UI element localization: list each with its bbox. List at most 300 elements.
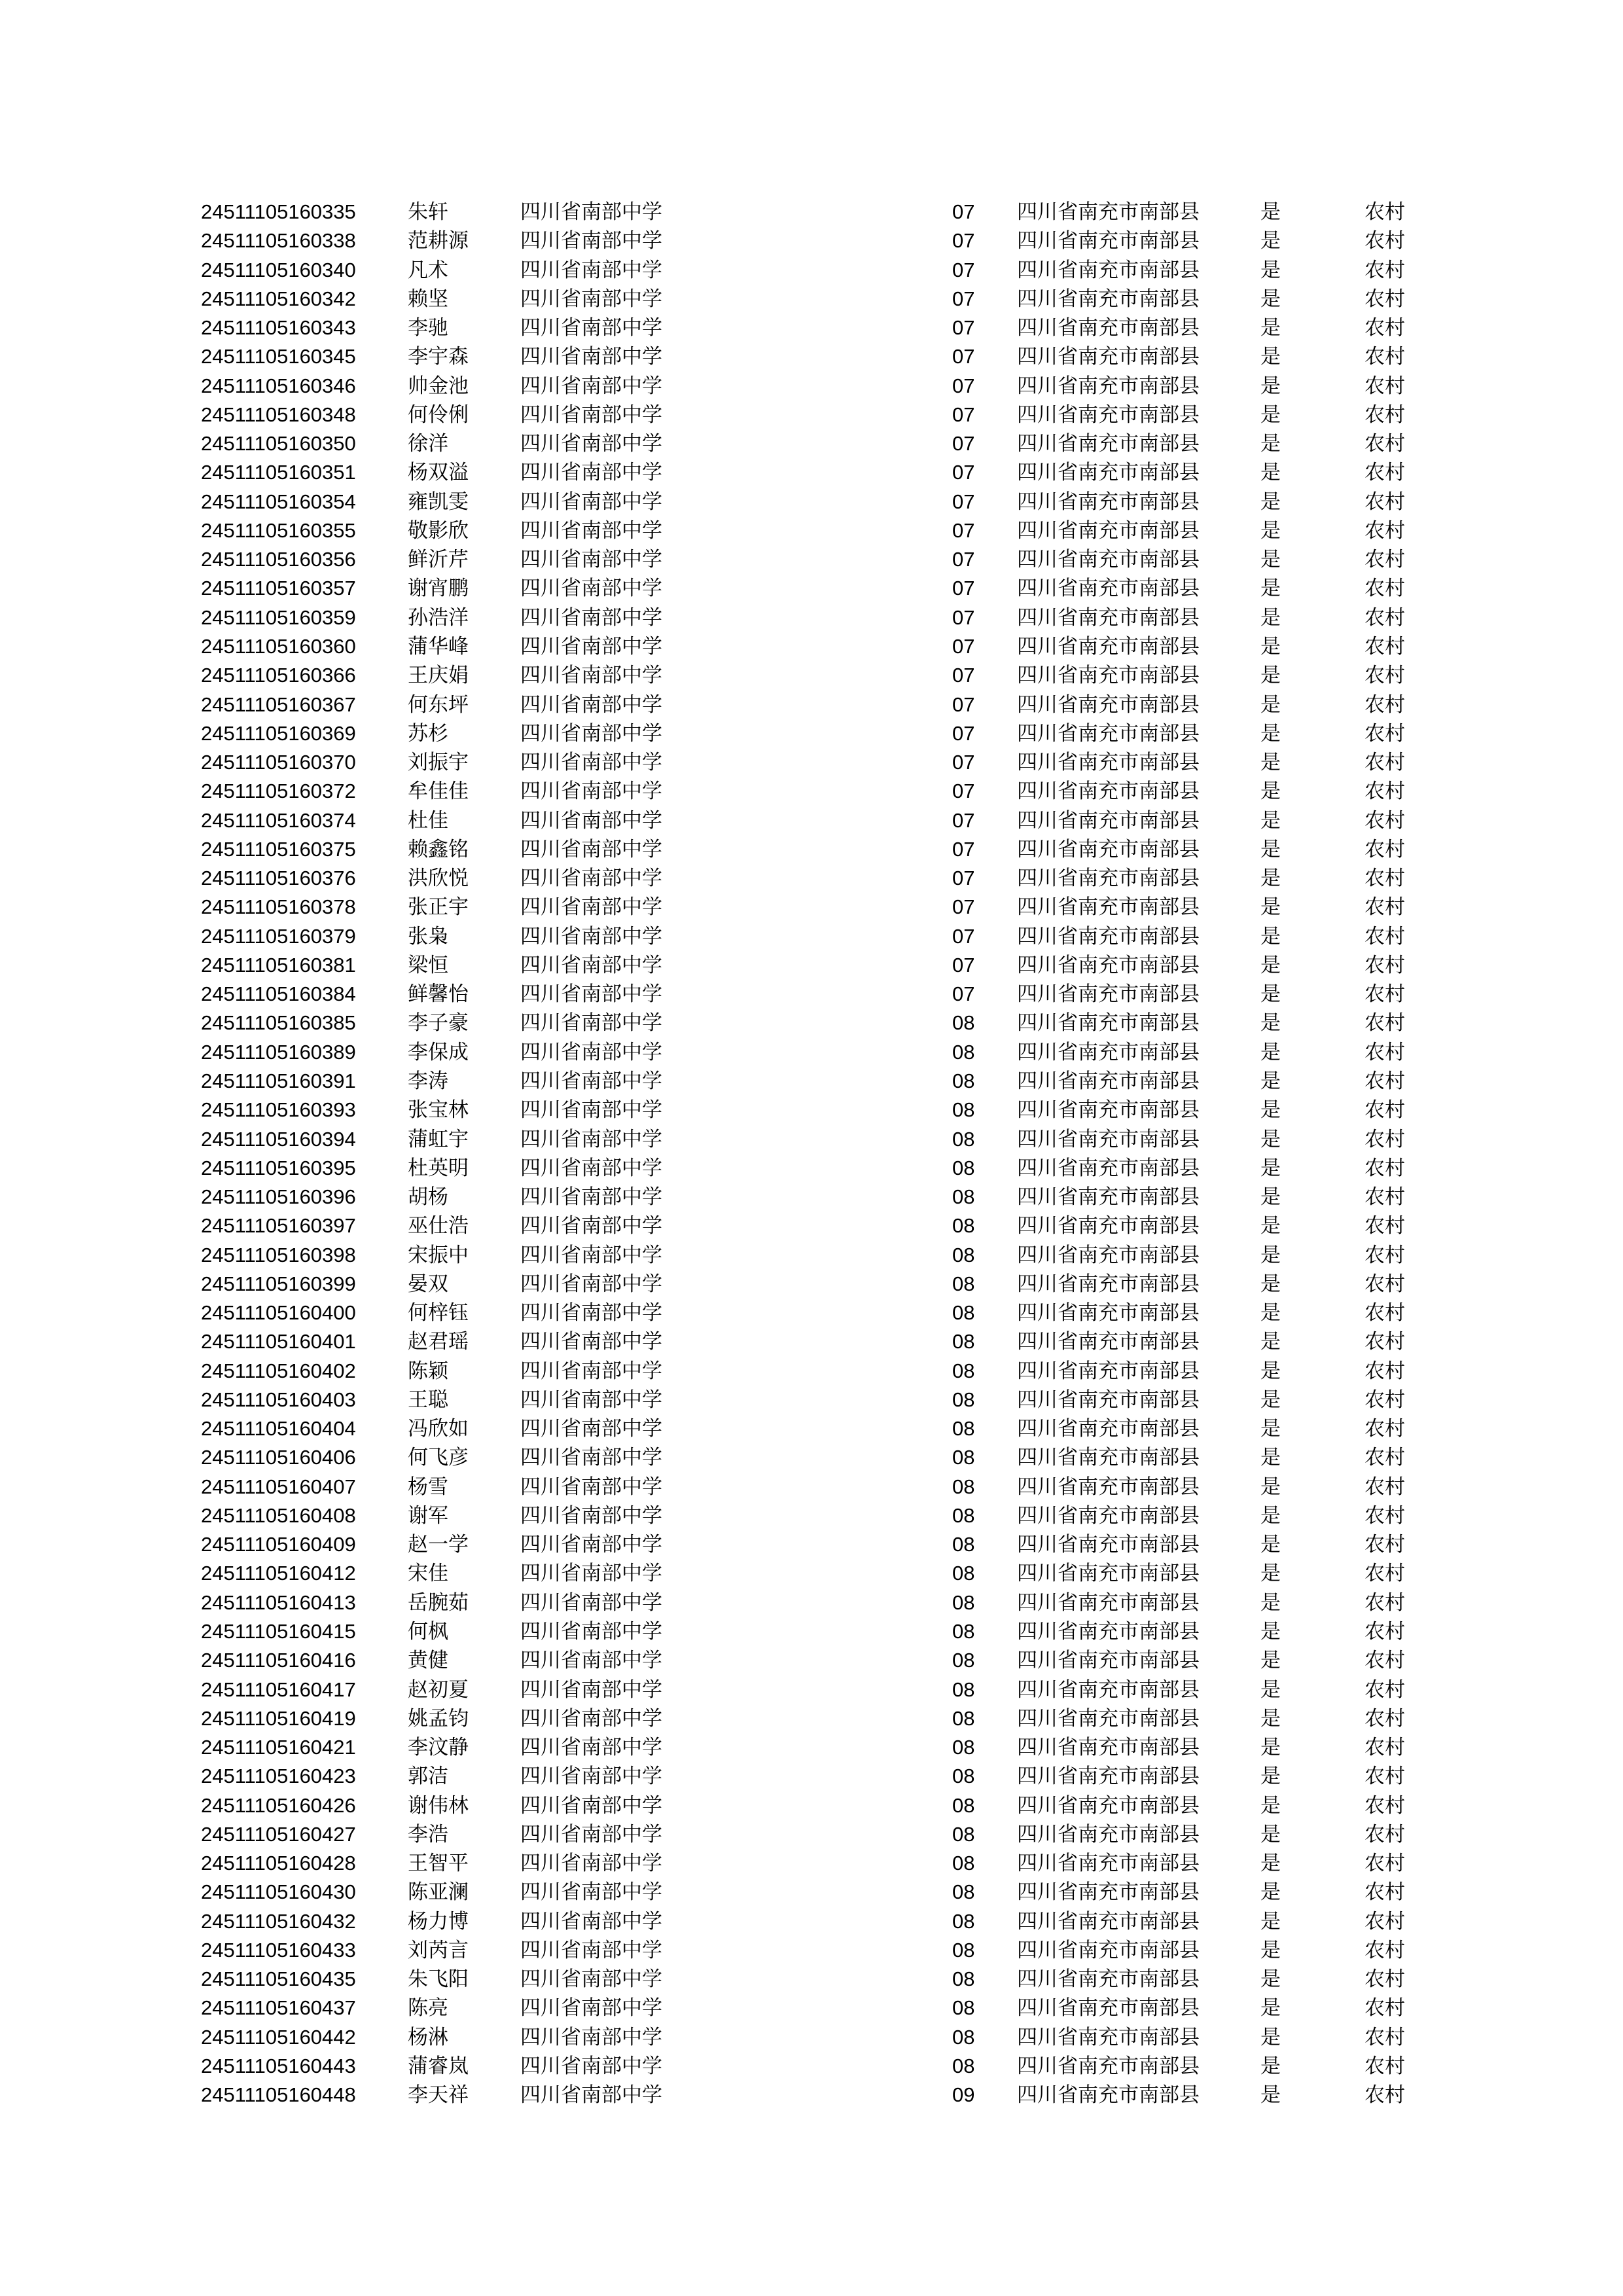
flag-cell: 是 <box>1260 1040 1281 1064</box>
table-row <box>0 980 1623 1009</box>
region-cell: 四川省南充市南部县 <box>1017 258 1200 282</box>
class-code-cell: 08 <box>952 1736 975 1759</box>
student-name-cell: 李驰 <box>408 316 448 340</box>
student-name-cell: 蒲睿岚 <box>408 2054 469 2078</box>
table-row <box>0 1791 1623 1820</box>
household-type-cell: 农村 <box>1364 490 1405 514</box>
region-cell: 四川省南充市南部县 <box>1017 2054 1200 2078</box>
table-row <box>0 1878 1623 1907</box>
flag-cell: 是 <box>1260 1620 1281 1644</box>
flag-cell: 是 <box>1260 924 1281 948</box>
student-name-cell: 冯欣如 <box>408 1417 469 1441</box>
region-cell: 四川省南充市南部县 <box>1017 1852 1200 1876</box>
student-name-cell: 宋佳 <box>408 1562 448 1586</box>
student-name-cell: 苏杉 <box>408 721 448 745</box>
flag-cell: 是 <box>1260 1069 1281 1093</box>
class-code-cell: 07 <box>952 692 975 716</box>
region-cell: 四川省南充市南部县 <box>1017 1880 1200 1905</box>
household-type-cell: 农村 <box>1364 605 1405 630</box>
table-row <box>0 2023 1623 2052</box>
student-name-cell: 何梓钰 <box>408 1301 469 1325</box>
school-cell: 四川省南部中学 <box>520 895 662 920</box>
table-row <box>0 1733 1623 1762</box>
school-cell: 四川省南部中学 <box>520 1503 662 1528</box>
household-type-cell: 农村 <box>1364 1793 1405 1818</box>
region-cell: 四川省南充市南部县 <box>1017 490 1200 514</box>
class-code-cell: 07 <box>952 837 975 861</box>
exam-id-cell: 24511105160389 <box>201 1040 356 1064</box>
school-cell: 四川省南部中学 <box>520 1793 662 1818</box>
region-cell: 四川省南充市南部县 <box>1017 1359 1200 1383</box>
student-name-cell: 张枭 <box>408 924 448 948</box>
class-code-cell: 07 <box>952 895 975 919</box>
student-name-cell: 杨双溢 <box>408 461 469 485</box>
exam-id-cell: 24511105160406 <box>201 1446 356 1469</box>
exam-id-cell: 24511105160340 <box>201 258 356 281</box>
household-type-cell: 农村 <box>1364 808 1405 833</box>
household-type-cell: 农村 <box>1364 1214 1405 1238</box>
household-type-cell: 农村 <box>1364 837 1405 861</box>
region-cell: 四川省南充市南部县 <box>1017 432 1200 456</box>
school-cell: 四川省南部中学 <box>520 634 662 658</box>
household-type-cell: 农村 <box>1364 1590 1405 1615</box>
exam-id-cell: 24511105160345 <box>201 345 356 368</box>
exam-id-cell: 24511105160374 <box>201 808 356 832</box>
table-row <box>0 545 1623 574</box>
exam-id-cell: 24511105160366 <box>201 664 356 687</box>
table-row <box>0 1965 1623 1994</box>
region-cell: 四川省南充市南部县 <box>1017 664 1200 688</box>
region-cell: 四川省南充市南部县 <box>1017 200 1200 224</box>
student-name-cell: 晏双 <box>408 1272 448 1296</box>
flag-cell: 是 <box>1260 2025 1281 2049</box>
region-cell: 四川省南充市南部县 <box>1017 1503 1200 1528</box>
table-row <box>0 1327 1623 1356</box>
class-code-cell: 08 <box>952 1909 975 1933</box>
region-cell: 四川省南充市南部县 <box>1017 1272 1200 1296</box>
flag-cell: 是 <box>1260 1765 1281 1789</box>
exam-id-cell: 24511105160375 <box>201 837 356 861</box>
school-cell: 四川省南部中学 <box>520 953 662 977</box>
table-row <box>0 372 1623 401</box>
region-cell: 四川省南充市南部县 <box>1017 287 1200 311</box>
exam-id-cell: 24511105160426 <box>201 1793 356 1817</box>
region-cell: 四川省南充市南部县 <box>1017 1967 1200 1992</box>
household-type-cell: 农村 <box>1364 1475 1405 1499</box>
school-cell: 四川省南部中学 <box>520 2083 662 2108</box>
region-cell: 四川省南充市南部县 <box>1017 895 1200 920</box>
table-row <box>0 1501 1623 1530</box>
table-row <box>0 285 1623 314</box>
table-row <box>0 1067 1623 1096</box>
student-name-cell: 鲜馨怡 <box>408 982 469 1007</box>
table-row <box>0 1704 1623 1733</box>
class-code-cell: 08 <box>952 1098 975 1122</box>
class-code-cell: 08 <box>952 1822 975 1846</box>
exam-id-cell: 24511105160403 <box>201 1388 356 1411</box>
table-row <box>0 1530 1623 1559</box>
table-row <box>0 429 1623 458</box>
exam-id-cell: 24511105160399 <box>201 1272 356 1295</box>
exam-id-cell: 24511105160376 <box>201 867 356 890</box>
student-name-cell: 王聪 <box>408 1388 448 1412</box>
region-cell: 四川省南充市南部县 <box>1017 751 1200 775</box>
student-name-cell: 李宇森 <box>408 345 469 369</box>
student-name-cell: 朱飞阳 <box>408 1967 469 1992</box>
exam-id-cell: 24511105160423 <box>201 1765 356 1788</box>
student-list-table <box>0 198 1623 2110</box>
household-type-cell: 农村 <box>1364 1069 1405 1093</box>
class-code-cell: 08 <box>952 1765 975 1788</box>
exam-id-cell: 24511105160427 <box>201 1822 356 1846</box>
household-type-cell: 农村 <box>1364 2083 1405 2108</box>
table-row <box>0 1849 1623 1878</box>
school-cell: 四川省南部中学 <box>520 721 662 745</box>
household-type-cell: 农村 <box>1364 316 1405 340</box>
table-row <box>0 1936 1623 1965</box>
region-cell: 四川省南充市南部县 <box>1017 518 1200 543</box>
exam-id-cell: 24511105160437 <box>201 1996 356 2020</box>
class-code-cell: 08 <box>952 1852 975 1875</box>
flag-cell: 是 <box>1260 605 1281 630</box>
table-row <box>0 1183 1623 1211</box>
exam-id-cell: 24511105160442 <box>201 2025 356 2049</box>
flag-cell: 是 <box>1260 780 1281 804</box>
region-cell: 四川省南充市南部县 <box>1017 1677 1200 1702</box>
class-code-cell: 07 <box>952 490 975 513</box>
school-cell: 四川省南部中学 <box>520 1822 662 1846</box>
student-name-cell: 郭洁 <box>408 1765 448 1789</box>
household-type-cell: 农村 <box>1364 577 1405 601</box>
region-cell: 四川省南充市南部县 <box>1017 345 1200 369</box>
class-code-cell: 08 <box>952 1706 975 1730</box>
flag-cell: 是 <box>1260 1706 1281 1731</box>
school-cell: 四川省南部中学 <box>520 1706 662 1731</box>
region-cell: 四川省南充市南部县 <box>1017 229 1200 253</box>
household-type-cell: 农村 <box>1364 1996 1405 2020</box>
exam-id-cell: 24511105160379 <box>201 924 356 948</box>
table-row <box>0 1994 1623 2022</box>
household-type-cell: 农村 <box>1364 1822 1405 1846</box>
table-row <box>0 922 1623 951</box>
household-type-cell: 农村 <box>1364 1156 1405 1180</box>
school-cell: 四川省南部中学 <box>520 432 662 456</box>
class-code-cell: 08 <box>952 1156 975 1179</box>
student-name-cell: 谢伟林 <box>408 1793 469 1818</box>
flag-cell: 是 <box>1260 577 1281 601</box>
school-cell: 四川省南部中学 <box>520 577 662 601</box>
region-cell: 四川省南充市南部县 <box>1017 1446 1200 1470</box>
student-name-cell: 蒲华峰 <box>408 634 469 658</box>
student-name-cell: 李天祥 <box>408 2083 469 2108</box>
class-code-cell: 07 <box>952 432 975 456</box>
region-cell: 四川省南充市南部县 <box>1017 1011 1200 1035</box>
exam-id-cell: 24511105160433 <box>201 1938 356 1962</box>
flag-cell: 是 <box>1260 287 1281 311</box>
exam-id-cell: 24511105160413 <box>201 1590 356 1614</box>
student-name-cell: 谢宵鹏 <box>408 577 469 601</box>
school-cell: 四川省南部中学 <box>520 1127 662 1151</box>
exam-id-cell: 24511105160335 <box>201 200 356 223</box>
table-row <box>0 401 1623 429</box>
flag-cell: 是 <box>1260 1214 1281 1238</box>
exam-id-cell: 24511105160367 <box>201 692 356 716</box>
household-type-cell: 农村 <box>1364 200 1405 224</box>
table-row <box>0 1211 1623 1240</box>
flag-cell: 是 <box>1260 1562 1281 1586</box>
school-cell: 四川省南部中学 <box>520 1620 662 1644</box>
household-type-cell: 农村 <box>1364 1417 1405 1441</box>
exam-id-cell: 24511105160356 <box>201 548 356 571</box>
student-name-cell: 牟佳佳 <box>408 780 469 804</box>
school-cell: 四川省南部中学 <box>520 1765 662 1789</box>
table-row <box>0 864 1623 893</box>
exam-id-cell: 24511105160346 <box>201 374 356 397</box>
class-code-cell: 07 <box>952 229 975 253</box>
household-type-cell: 农村 <box>1364 548 1405 572</box>
region-cell: 四川省南充市南部县 <box>1017 1765 1200 1789</box>
flag-cell: 是 <box>1260 1446 1281 1470</box>
class-code-cell: 07 <box>952 200 975 223</box>
household-type-cell: 农村 <box>1364 1533 1405 1557</box>
student-name-cell: 蒲虹宇 <box>408 1127 469 1151</box>
school-cell: 四川省南部中学 <box>520 605 662 630</box>
school-cell: 四川省南部中学 <box>520 2025 662 2049</box>
class-code-cell: 07 <box>952 808 975 832</box>
region-cell: 四川省南充市南部县 <box>1017 837 1200 861</box>
student-name-cell: 李涛 <box>408 1069 448 1093</box>
class-code-cell: 08 <box>952 1649 975 1672</box>
exam-id-cell: 24511105160381 <box>201 953 356 977</box>
region-cell: 四川省南充市南部县 <box>1017 1590 1200 1615</box>
table-row <box>0 661 1623 690</box>
school-cell: 四川省南部中学 <box>520 780 662 804</box>
table-row <box>0 1907 1623 1936</box>
student-name-cell: 宋振中 <box>408 1243 469 1267</box>
flag-cell: 是 <box>1260 1590 1281 1615</box>
table-row <box>0 1270 1623 1299</box>
household-type-cell: 农村 <box>1364 1446 1405 1470</box>
flag-cell: 是 <box>1260 374 1281 398</box>
exam-id-cell: 24511105160370 <box>201 751 356 774</box>
class-code-cell: 08 <box>952 1996 975 2020</box>
exam-id-cell: 24511105160360 <box>201 634 356 658</box>
table-row <box>0 1299 1623 1327</box>
table-row <box>0 1473 1623 1501</box>
table-row <box>0 1096 1623 1124</box>
flag-cell: 是 <box>1260 1793 1281 1818</box>
class-code-cell: 08 <box>952 1388 975 1411</box>
exam-id-cell: 24511105160395 <box>201 1156 356 1179</box>
student-name-cell: 赖鑫铭 <box>408 837 469 861</box>
student-name-cell: 李汶静 <box>408 1736 469 1760</box>
student-name-cell: 鲜沂芹 <box>408 548 469 572</box>
class-code-cell: 08 <box>952 1793 975 1817</box>
exam-id-cell: 24511105160412 <box>201 1562 356 1585</box>
school-cell: 四川省南部中学 <box>520 548 662 572</box>
household-type-cell: 农村 <box>1364 1562 1405 1586</box>
school-cell: 四川省南部中学 <box>520 316 662 340</box>
student-name-cell: 赖坚 <box>408 287 448 311</box>
region-cell: 四川省南充市南部县 <box>1017 548 1200 572</box>
class-code-cell: 08 <box>952 1590 975 1614</box>
table-row <box>0 226 1623 255</box>
flag-cell: 是 <box>1260 1822 1281 1846</box>
flag-cell: 是 <box>1260 345 1281 369</box>
household-type-cell: 农村 <box>1364 953 1405 977</box>
exam-id-cell: 24511105160369 <box>201 721 356 745</box>
flag-cell: 是 <box>1260 953 1281 977</box>
household-type-cell: 农村 <box>1364 1330 1405 1354</box>
student-name-cell: 李子豪 <box>408 1011 469 1035</box>
student-name-cell: 赵一学 <box>408 1533 469 1557</box>
exam-id-cell: 24511105160407 <box>201 1475 356 1498</box>
flag-cell: 是 <box>1260 692 1281 717</box>
class-code-cell: 08 <box>952 1620 975 1643</box>
student-name-cell: 陈亮 <box>408 1996 448 2020</box>
region-cell: 四川省南充市南部县 <box>1017 1736 1200 1760</box>
class-code-cell: 08 <box>952 1011 975 1035</box>
table-row <box>0 342 1623 371</box>
region-cell: 四川省南充市南部县 <box>1017 1388 1200 1412</box>
exam-id-cell: 24511105160338 <box>201 229 356 253</box>
class-code-cell: 08 <box>952 1677 975 1701</box>
household-type-cell: 农村 <box>1364 1620 1405 1644</box>
class-code-cell: 07 <box>952 867 975 890</box>
school-cell: 四川省南部中学 <box>520 229 662 253</box>
student-name-cell: 何枫 <box>408 1620 448 1644</box>
exam-id-cell: 24511105160394 <box>201 1127 356 1151</box>
region-cell: 四川省南充市南部县 <box>1017 1649 1200 1673</box>
student-name-cell: 刘振宇 <box>408 751 469 775</box>
region-cell: 四川省南充市南部县 <box>1017 1156 1200 1180</box>
household-type-cell: 农村 <box>1364 692 1405 717</box>
household-type-cell: 农村 <box>1364 461 1405 485</box>
household-type-cell: 农村 <box>1364 374 1405 398</box>
region-cell: 四川省南充市南部县 <box>1017 1417 1200 1441</box>
school-cell: 四川省南部中学 <box>520 1069 662 1093</box>
school-cell: 四川省南部中学 <box>520 1359 662 1383</box>
class-code-cell: 07 <box>952 780 975 803</box>
exam-id-cell: 24511105160359 <box>201 605 356 629</box>
school-cell: 四川省南部中学 <box>520 345 662 369</box>
table-row <box>0 516 1623 545</box>
table-row <box>0 488 1623 516</box>
school-cell: 四川省南部中学 <box>520 1330 662 1354</box>
school-cell: 四川省南部中学 <box>520 518 662 543</box>
school-cell: 四川省南部中学 <box>520 1272 662 1296</box>
school-cell: 四川省南部中学 <box>520 200 662 224</box>
flag-cell: 是 <box>1260 1909 1281 1933</box>
school-cell: 四川省南部中学 <box>520 751 662 775</box>
region-cell: 四川省南充市南部县 <box>1017 1098 1200 1122</box>
region-cell: 四川省南充市南部县 <box>1017 403 1200 427</box>
class-code-cell: 08 <box>952 1185 975 1209</box>
class-code-cell: 08 <box>952 1417 975 1441</box>
flag-cell: 是 <box>1260 867 1281 891</box>
class-code-cell: 07 <box>952 605 975 629</box>
region-cell: 四川省南充市南部县 <box>1017 1793 1200 1818</box>
class-code-cell: 07 <box>952 634 975 658</box>
student-name-cell: 李浩 <box>408 1822 448 1846</box>
table-row <box>0 314 1623 342</box>
flag-cell: 是 <box>1260 837 1281 861</box>
exam-id-cell: 24511105160354 <box>201 490 356 513</box>
table-row <box>0 1443 1623 1472</box>
class-code-cell: 07 <box>952 924 975 948</box>
flag-cell: 是 <box>1260 490 1281 514</box>
region-cell: 四川省南充市南部县 <box>1017 1243 1200 1267</box>
flag-cell: 是 <box>1260 1533 1281 1557</box>
household-type-cell: 农村 <box>1364 751 1405 775</box>
table-row <box>0 1009 1623 1037</box>
student-name-cell: 巫仕浩 <box>408 1214 469 1238</box>
table-row <box>0 1617 1623 1646</box>
school-cell: 四川省南部中学 <box>520 1533 662 1557</box>
region-cell: 四川省南充市南部县 <box>1017 1069 1200 1093</box>
student-name-cell: 雍凯雯 <box>408 490 469 514</box>
class-code-cell: 07 <box>952 287 975 310</box>
region-cell: 四川省南充市南部县 <box>1017 1822 1200 1846</box>
flag-cell: 是 <box>1260 1301 1281 1325</box>
region-cell: 四川省南充市南部县 <box>1017 634 1200 658</box>
student-name-cell: 王庆娟 <box>408 664 469 688</box>
school-cell: 四川省南部中学 <box>520 982 662 1007</box>
flag-cell: 是 <box>1260 316 1281 340</box>
exam-id-cell: 24511105160400 <box>201 1301 356 1325</box>
class-code-cell: 08 <box>952 1330 975 1354</box>
flag-cell: 是 <box>1260 432 1281 456</box>
student-name-cell: 李保成 <box>408 1040 469 1064</box>
class-code-cell: 08 <box>952 1214 975 1238</box>
exam-id-cell: 24511105160351 <box>201 461 356 484</box>
exam-id-cell: 24511105160342 <box>201 287 356 310</box>
exam-id-cell: 24511105160409 <box>201 1533 356 1556</box>
region-cell: 四川省南充市南部县 <box>1017 1706 1200 1731</box>
household-type-cell: 农村 <box>1364 1852 1405 1876</box>
household-type-cell: 农村 <box>1364 1649 1405 1673</box>
exam-id-cell: 24511105160384 <box>201 982 356 1006</box>
student-name-cell: 帅金池 <box>408 374 469 398</box>
region-cell: 四川省南充市南部县 <box>1017 1127 1200 1151</box>
flag-cell: 是 <box>1260 1417 1281 1441</box>
household-type-cell: 农村 <box>1364 780 1405 804</box>
household-type-cell: 农村 <box>1364 1503 1405 1528</box>
student-name-cell: 何飞彦 <box>408 1446 469 1470</box>
flag-cell: 是 <box>1260 1185 1281 1210</box>
region-cell: 四川省南充市南部县 <box>1017 1938 1200 1962</box>
household-type-cell: 农村 <box>1364 1706 1405 1731</box>
school-cell: 四川省南部中学 <box>520 1040 662 1064</box>
household-type-cell: 农村 <box>1364 1243 1405 1267</box>
region-cell: 四川省南充市南部县 <box>1017 1301 1200 1325</box>
exam-id-cell: 24511105160417 <box>201 1677 356 1701</box>
flag-cell: 是 <box>1260 808 1281 833</box>
exam-id-cell: 24511105160391 <box>201 1069 356 1092</box>
table-row <box>0 1646 1623 1675</box>
region-cell: 四川省南充市南部县 <box>1017 1185 1200 1210</box>
household-type-cell: 农村 <box>1364 982 1405 1007</box>
school-cell: 四川省南部中学 <box>520 1417 662 1441</box>
region-cell: 四川省南充市南部县 <box>1017 1909 1200 1933</box>
class-code-cell: 08 <box>952 1359 975 1382</box>
region-cell: 四川省南充市南部县 <box>1017 780 1200 804</box>
exam-id-cell: 24511105160401 <box>201 1330 356 1354</box>
table-row <box>0 1588 1623 1617</box>
student-name-cell: 陈亚澜 <box>408 1880 469 1905</box>
table-row <box>0 458 1623 487</box>
region-cell: 四川省南充市南部县 <box>1017 461 1200 485</box>
